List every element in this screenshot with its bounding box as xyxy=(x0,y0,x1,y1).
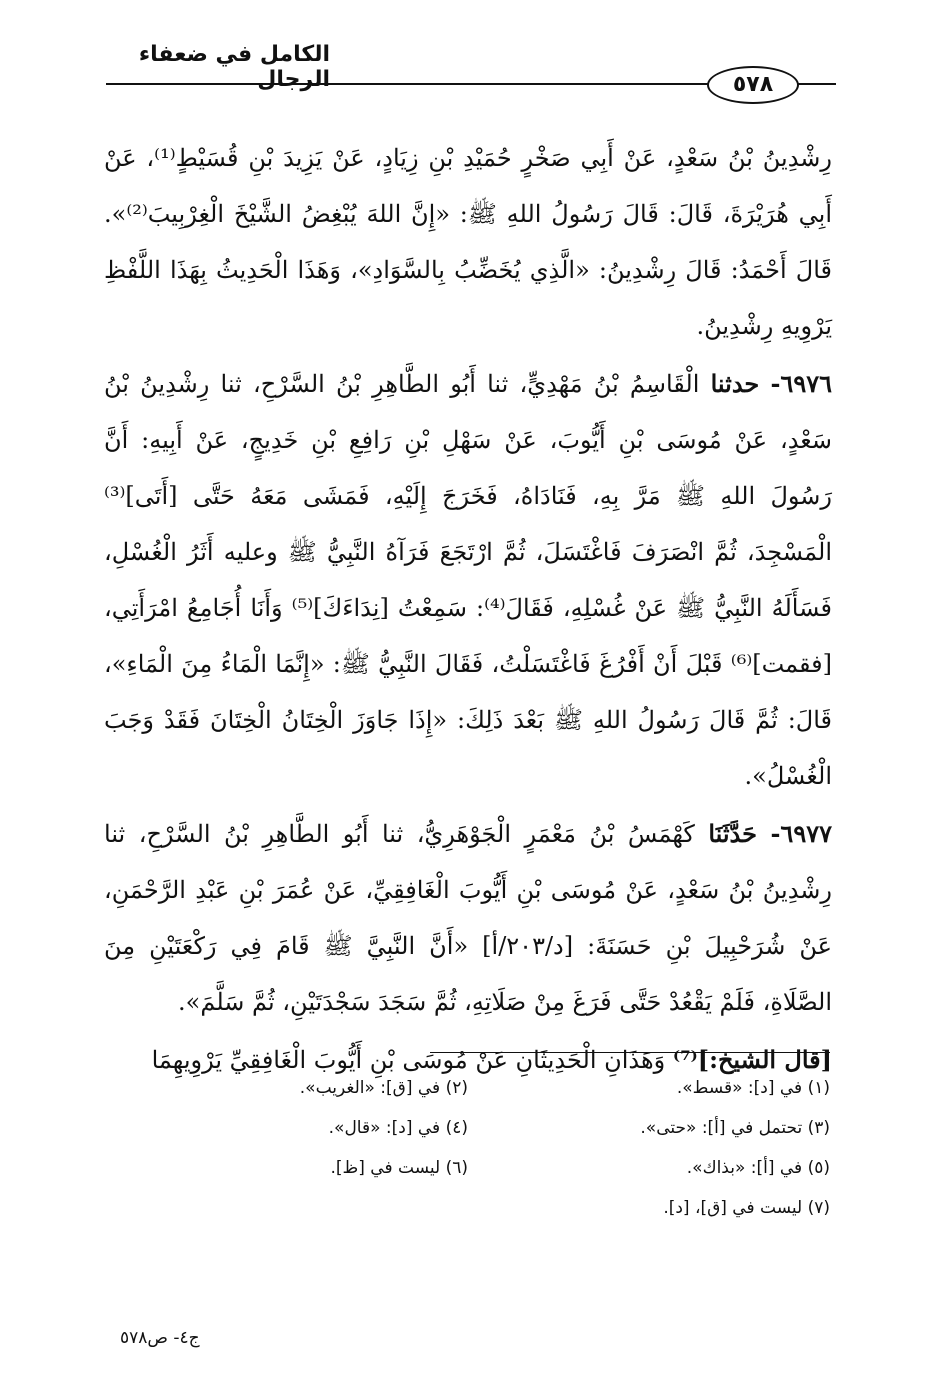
footnote: (٦) ليست في [ظ]. xyxy=(330,1158,468,1178)
remark-text: وَهَذَانِ الْحَدِيثَانِ عَنْ مُوسَى بْنِ أَيُّوبَ الْغَافِقِيِّ يَرْوِيهِمَا xyxy=(151,1046,666,1074)
footnote-row xyxy=(106,1188,830,1228)
page-number: ٥٧٨ xyxy=(707,66,799,104)
volume-page-reference: ج٤- ص٥٧٨ xyxy=(120,1328,200,1348)
running-title: الكامل في ضعفاء الرجال xyxy=(138,42,330,92)
footnotes xyxy=(106,1068,830,1228)
hadith-text: كَهْمَسُ بْنُ مَعْمَرٍ الْجَوْهَرِيُّ، ثنا أَبُو الطَّاهِرِ بْنُ السَّرْحِ، ثنا رِشْدِينُ بْنُ سَعْدٍ، عَنْ مُوسَى بْنِ أَيُّوبَ الْغَافِقِيِّ، عَنْ عُمَرَ بْنِ عَبْدِ الرَّحْمَنِ، عَنْ شُرَحْبِيلَ بْنِ حَسَنَةَ: [د/٢٠٣/أ] «أَنَّ النَّبِيَّ ﷺ قَامَ فِي رَكْعَتَيْنِ مِنَ الصَّلَاةِ، فَلَمْ يَقْعُدْ حَتَّى فَرَغَ مِنْ صَلَاتِهِ، ثُمَّ سَجَدَ سَجْدَتَيْنِ، ثُمَّ سَلَّمَ». xyxy=(104,820,832,1016)
footnote: (٣) تحتمل في [أ]: «حتى». xyxy=(640,1118,830,1138)
paragraph-2 xyxy=(104,356,832,804)
hadith-number: ٦٩٧٦- xyxy=(770,369,832,398)
footnote-rule xyxy=(430,1052,830,1053)
narration-lead: حَدَّثَنَا xyxy=(708,819,757,848)
paragraph-3 xyxy=(104,806,832,1030)
footnote-row xyxy=(106,1068,830,1108)
footnote-row xyxy=(106,1148,830,1188)
hadith-text: الْقَاسِمُ بْنُ مَهْدِيٍّ، ثنا أَبُو الطَّاهِرِ بْنُ السَّرْحِ، ثنا رِشْدِينُ بْنُ سَعْدٍ، عَنْ مُوسَى بْنِ أَيُّوبَ، عَنْ سَهْلِ بْنِ رَافِعِ بْنِ خَدِيجٍ، عَنْ أَبِيهِ: أَنَّ رَسُولَ اللهِ ﷺ مَرَّ بِهِ، فَنَادَاهُ، فَخَرَجَ إِلَيْهِ، فَمَشَى مَعَهُ حَتَّى [أَتَى]⁽³⁾ الْمَسْجِدَ، ثُمَّ انْصَرَفَ فَاغْتَسَلَ، ثُمَّ ارْتَجَعَ فَرَآهُ النَّبِيُّ ﷺ وعليه أَثَرُ الْغُسْلِ، فَسَأَلَهُ النَّبِيُّ ﷺ عَنْ غُسْلِهِ، فَقَالَ⁽⁴⁾: سَمِعْتُ [نِدَاءَكَ]⁽⁵⁾ وَأَنَا أُجَامِعُ امْرَأَتِي، [فقمت]⁽⁶⁾ قَبْلَ أَنْ أَفْرُغَ فَاغْتَسَلْتُ، فَقَالَ النَّبِيُّ ﷺ: «إِنَّمَا الْمَاءُ مِنَ الْمَاءِ»، قَالَ: ثُمَّ قَالَ رَسُولُ اللهِ ﷺ بَعْدَ ذَلِكَ: «إِذَا جَاوَزَ الْخِتَانُ الْخِتَانَ فَقَدْ وَجَبَ الْغُسْلُ». xyxy=(104,370,833,790)
paragraph-1: رِشْدِينُ بْنُ سَعْدٍ، عَنْ أَبِي صَخْرٍ حُمَيْدِ بْنِ زِيَادٍ، عَنْ يَزِيدَ بْنِ قُسَيْطٍ⁽¹⁾، عَنْ أَبِي هُرَيْرَةَ، قَالَ: قَالَ رَسُولُ اللهِ ﷺ: «إِنَّ اللهَ يُبْغِضُ الشَّيْخَ الْغِرْبِيبَ⁽²⁾». قَالَ أَحْمَدُ: قَالَ رِشْدِينُ: «الَّذِي يُخَضِّبُ بِالسَّوَادِ»، وَهَذَا الْحَدِيثُ بِهَذَا اللَّفْظِ يَرْوِيهِ رِشْدِينُ. xyxy=(104,144,833,340)
footnote: (١) في [د]: «قسط». xyxy=(676,1078,830,1098)
footnote: (٧) ليست في [ق]، [د]. xyxy=(663,1198,830,1218)
sheikh-remark-lead: [قال الشيخ:]⁽⁷⁾ xyxy=(672,1045,832,1074)
footnote: (٢) في [ق]: «الغريب». xyxy=(299,1078,468,1098)
footnote: (٤) في [د]: «قال». xyxy=(328,1118,468,1138)
main-text xyxy=(104,130,832,1090)
hadith-number: ٦٩٧٧- xyxy=(770,819,832,848)
footnote-row xyxy=(106,1108,830,1148)
footnote: (٥) في [أ]: «بذاك». xyxy=(686,1158,830,1178)
narration-lead: حدثنا xyxy=(710,369,760,398)
